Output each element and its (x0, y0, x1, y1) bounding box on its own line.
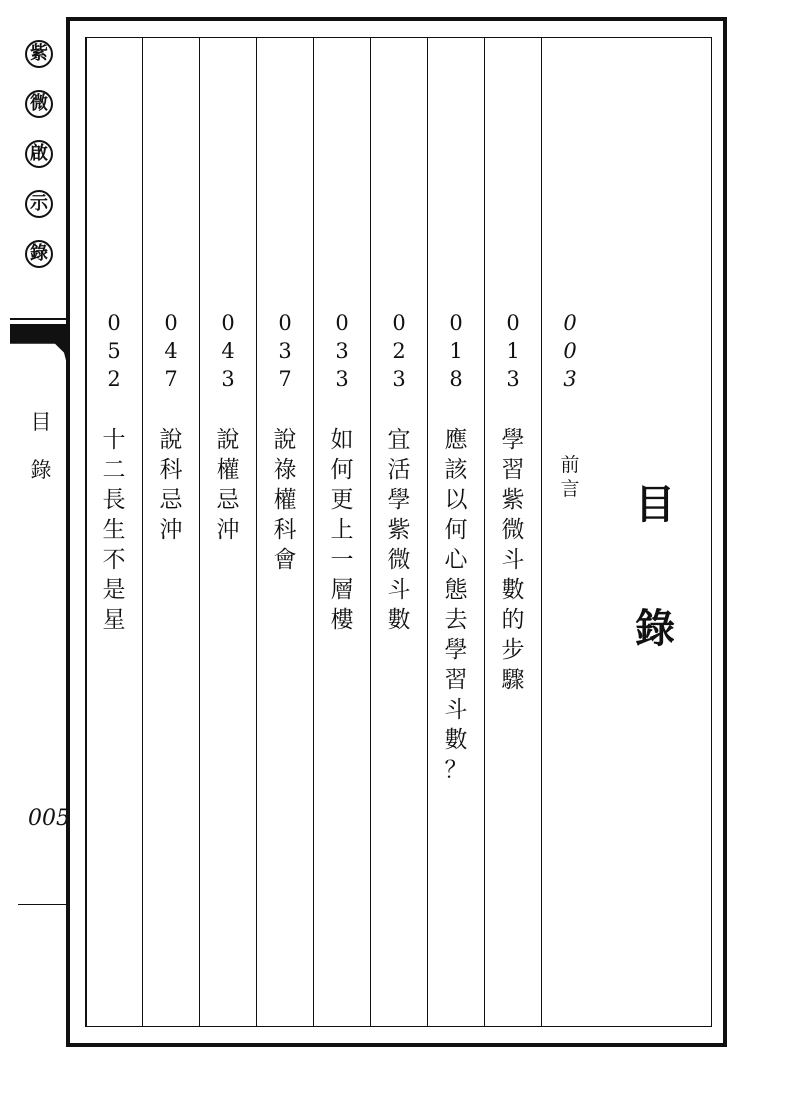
toc-entry (256, 37, 313, 1027)
toc-entry-page: 0 0 3 (563, 311, 577, 391)
toc-entry-title: 前 言 (560, 454, 580, 500)
divider (10, 318, 68, 320)
toc-entry-title: 宜 活 學 紫 微 斗 數 (387, 427, 411, 633)
running-header-book-title: 紫 微 啟 示 錄 (22, 40, 56, 290)
toc-title-column (598, 37, 712, 1027)
toc-entry-title: 應 該 以 何 心 態 去 學 習 斗 數 ？ (444, 427, 468, 783)
toc-entry (142, 37, 199, 1027)
toc-entry-page: 0 1 8 (449, 311, 463, 391)
toc-entry-title: 學 習 紫 微 斗 數 的 步 驟 (501, 427, 525, 693)
toc-entry-page: 0 4 7 (164, 311, 178, 391)
toc-entry-title: 說 權 忌 沖 (216, 427, 240, 543)
toc-entry-page: 0 3 3 (335, 311, 349, 391)
running-header-section: 目錄 (30, 410, 52, 482)
toc-entry-title: 說 科 忌 沖 (159, 427, 183, 543)
toc-entry-page: 0 2 3 (392, 311, 406, 391)
toc-entry-title: 說 祿 權 科 會 (273, 427, 297, 573)
toc-entry-page: 0 5 2 (107, 311, 121, 391)
toc-entry (199, 37, 256, 1027)
section-tab-marker (10, 324, 70, 376)
page-number: 005 (28, 806, 70, 831)
toc-entry (427, 37, 484, 1027)
toc-entry (85, 37, 142, 1027)
toc-entry (484, 37, 541, 1027)
toc-entry (370, 37, 427, 1027)
toc-entry-page: 0 1 3 (506, 311, 520, 391)
divider (18, 904, 66, 905)
toc-entry (313, 37, 370, 1027)
toc-entry-page: 0 4 3 (221, 311, 235, 391)
toc-entry (541, 37, 598, 1027)
toc-entry-title: 十 二 長 生 不 是 星 (102, 427, 126, 633)
toc-title: 目 錄 (635, 481, 675, 652)
toc-entry-title: 如 何 更 上 一 層 樓 (330, 427, 354, 633)
toc-entry-page: 0 3 7 (278, 311, 292, 391)
